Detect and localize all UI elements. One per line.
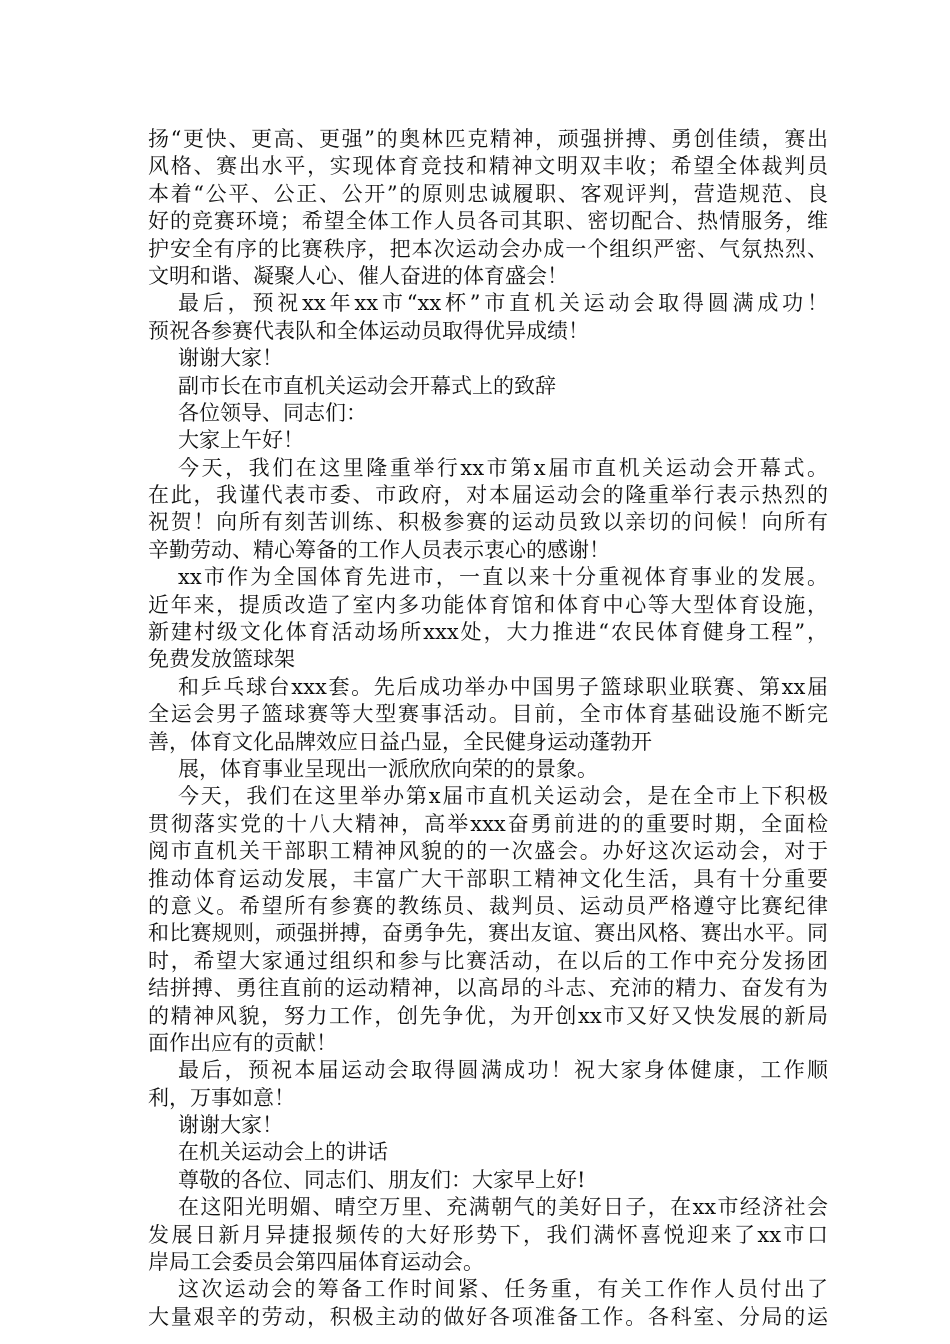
text-line: 最后，预祝xx年xx市“xx杯”市直机关运动会取得圆满成功！: [178, 291, 828, 316]
text-line: 扬“更快、更高、更强”的奥林匹克精神，顽强拼搏、勇创佳绩，赛出: [148, 127, 828, 151]
text-line: 大家上午好！: [178, 428, 304, 453]
text-line: 谢谢大家！: [178, 1113, 283, 1138]
text-line: 展，体育事业呈现出一派欣欣向荣的的景象。: [178, 756, 598, 781]
text-line: 免费发放篮球架: [148, 647, 295, 672]
text-line: 和比赛规则，顽强拼搏，奋勇争先，赛出友谊、赛出风格、赛出水平。同: [148, 921, 828, 946]
text-line: 的精神风貌，努力工作，创先争优，为开创xx市又好又快发展的新局: [148, 1003, 828, 1028]
text-line: 新建村级文化体育活动场所xxx处，大力推进“农民体育健身工程”，: [148, 620, 828, 645]
text-line: 贯彻落实党的十八大精神，高举xxx奋勇前进的的重要时期，全面检: [148, 811, 828, 836]
text-line: 推动体育运动发展，丰富广大干部职工精神文化生活，具有十分重要: [148, 866, 828, 891]
text-line: 时，希望大家通过组织和参与比赛活动，在以后的工作中充分发扬团: [148, 948, 828, 973]
text-line: 风格、赛出水平，实现体育竞技和精神文明双丰收；希望全体裁判员: [148, 154, 828, 179]
text-line: 阅市直机关干部职工精神风貌的的一次盛会。办好这次运动会，对于: [148, 839, 828, 864]
text-line: 护安全有序的比赛秩序，把本次运动会办成一个组织严密、气氛热烈、: [148, 236, 828, 261]
text-line: 副市长在市直机关运动会开幕式上的致辞: [178, 373, 556, 398]
text-line: 文明和谐、凝聚人心、催人奋进的体育盛会！: [148, 263, 568, 288]
text-line: 在此，我谨代表市委、市政府，对本届运动会的隆重举行表示热烈的: [148, 483, 828, 508]
text-line: 谢谢大家！: [178, 346, 283, 371]
text-line: 和乒乓球台xxx套。先后成功举办中国男子篮球职业联赛、第xx届: [178, 674, 828, 699]
text-line: 大量艰辛的劳动，积极主动的做好各项准备工作。各科室、分局的运: [148, 1304, 828, 1329]
text-line: 岸局工会委员会第四届体育运动会。: [148, 1250, 484, 1275]
text-line: xx市作为全国体育先进市，一直以来十分重视体育事业的发展。: [178, 565, 828, 590]
text-line: 最后，预祝本届运动会取得圆满成功！祝大家身体健康，工作顺: [178, 1058, 828, 1083]
text-line: 本着“公平、公正、公开”的原则忠诚履职、客观评判，营造规范、良: [148, 181, 828, 206]
text-line: 结拼搏、勇往直前的运动精神，以高昂的斗志、充沛的精力、奋发有为: [148, 976, 828, 1001]
text-line: 在这阳光明媚、晴空万里、充满朝气的美好日子，在xx市经济社会: [178, 1195, 828, 1220]
text-line: 尊敬的各位、同志们、朋友们：大家早上好!: [178, 1167, 586, 1192]
text-line: 祝贺！向所有刻苦训练、积极参赛的运动员致以亲切的问候！向所有: [148, 510, 828, 535]
text-line: 好的竞赛环境；希望全体工作人员各司其职、密切配合、热情服务，维: [148, 209, 828, 234]
text-line: 在机关运动会上的讲话: [178, 1140, 388, 1165]
document-body: [148, 126, 828, 1331]
text-line: 发展日新月异捷报频传的大好形势下，我们满怀喜悦迎来了xx市口: [148, 1222, 828, 1247]
text-line: 近年来，提质改造了室内多功能体育馆和体育中心等大型体育设施，: [148, 592, 828, 617]
text-line: 各位领导、同志们：: [178, 400, 367, 425]
text-line: 善，体育文化品牌效应日益凸显，全民健身运动蓬勃开: [148, 729, 652, 754]
text-line: 面作出应有的贡献！: [148, 1030, 337, 1055]
text-line: 这次运动会的筹备工作时间紧、任务重，有关工作作人员付出了: [178, 1277, 828, 1302]
text-line: 今天，我们在这里举办第x届市直机关运动会，是在全市上下积极: [178, 784, 828, 809]
text-line: 利，万事如意！: [148, 1085, 295, 1110]
text-line: 今天，我们在这里隆重举行xx市第x届市直机关运动会开幕式。: [178, 455, 828, 480]
text-line: 的意义。希望所有参赛的教练员、裁判员、运动员严格遵守比赛纪律: [148, 893, 828, 918]
text-line: 全运会男子篮球赛等大型赛事活动。目前，全市体育基础设施不断完: [148, 702, 828, 727]
text-line: 辛勤劳动、精心筹备的工作人员表示衷心的感谢！: [148, 537, 610, 562]
text-line: 预祝各参赛代表队和全体运动员取得优异成绩！: [148, 318, 589, 343]
